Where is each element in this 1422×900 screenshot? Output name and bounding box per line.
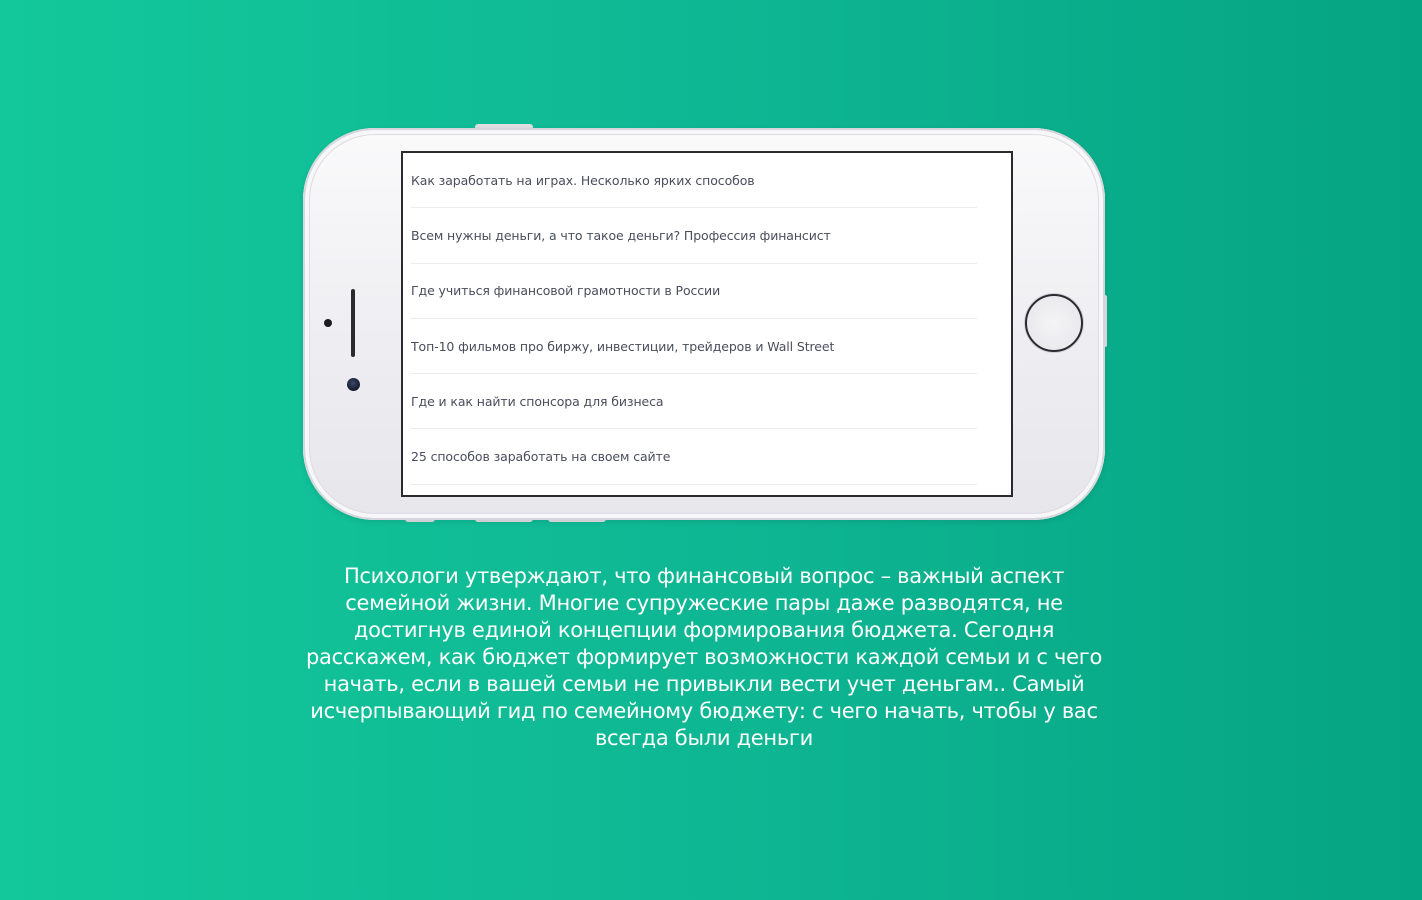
phone-screen — [401, 151, 1013, 497]
promo-caption: Психологи утверждают, что финансовый вопрос – важный аспект семейной жизни. Многие супружеские пары даже разводятся, не достигнув единой концепции формирования бюджета. Сегодня расскажем, как бюджет формирует возможности каждой семьи и с чего начать, если в вашей семьи не привыкли вести учет деньгам.. Самый исчерпывающий гид по семейному бюджету: с чего начать, чтобы у вас всегда были деньги — [306, 564, 1102, 750]
article-list-item[interactable] — [411, 429, 977, 484]
proximity-sensor-icon — [347, 378, 360, 391]
article-list-item[interactable] — [411, 264, 977, 319]
front-camera-icon — [324, 319, 332, 327]
article-title[interactable]: Как заработать на играх. Несколько ярких способов — [411, 172, 755, 188]
article-list-item[interactable] — [411, 374, 977, 429]
article-title[interactable]: Всем нужны деньги, а что такое деньги? Профессия финансист — [411, 227, 831, 243]
article-title[interactable]: Где учиться финансовой грамотности в России — [411, 283, 721, 299]
home-button[interactable] — [1025, 294, 1083, 352]
article-title[interactable]: 25 способов заработать на своем сайте — [411, 449, 671, 465]
article-list-item[interactable] — [411, 319, 977, 374]
article-list-item[interactable] — [411, 153, 977, 208]
phone-speaker — [351, 289, 355, 357]
article-list — [403, 153, 1011, 485]
article-list-item[interactable] — [411, 208, 977, 263]
article-title[interactable]: Топ-10 фильмов про биржу, инвестиции, трейдеров и Wall Street — [411, 338, 835, 354]
article-title[interactable]: Где и как найти спонсора для бизнеса — [411, 393, 664, 409]
